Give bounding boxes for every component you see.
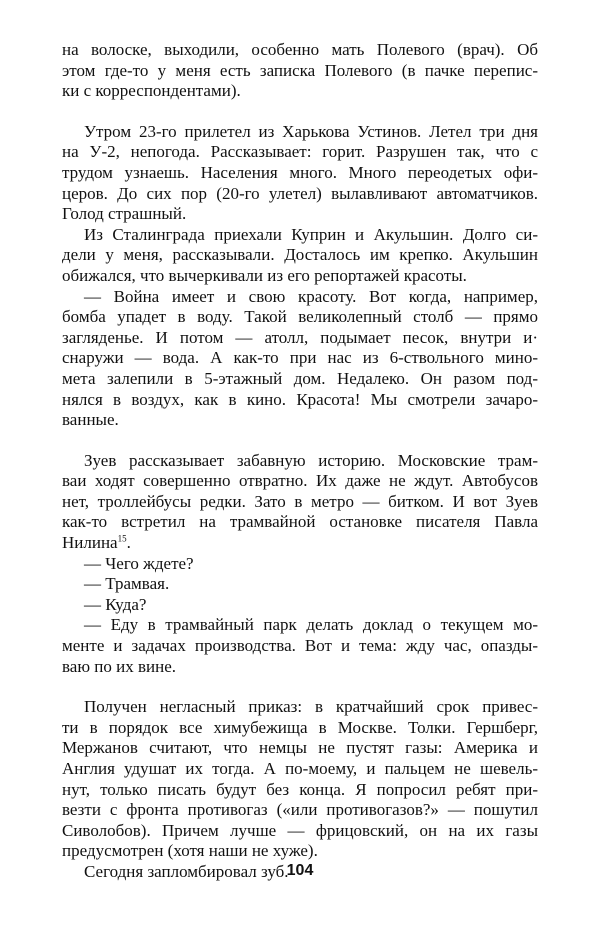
text-line: везти с фронта противогаз («или противогазов?» — пошутил: [62, 800, 538, 820]
paragraph-7: [62, 697, 538, 862]
text-line: загляденье. И потом — атолл, подымает песок, внутри и·: [62, 327, 538, 347]
paragraph-5: [62, 451, 538, 554]
text-line: — Куда?: [84, 594, 147, 614]
text-line: нут, только писать будут без конца. Я попросил ребят при-: [62, 779, 538, 799]
dialogue-line-3: [62, 595, 538, 616]
text-line: мета залепили в 5-этажный дом. Недалеко. Он разом под-: [62, 368, 538, 388]
text-line: ваи ходят совершенно отвратно. Их даже не ждут. Автобусов: [62, 471, 538, 491]
text-line: Сегодня запломбировал зуб.: [84, 861, 289, 881]
text-line: [62, 533, 538, 554]
paragraph-2: [62, 122, 538, 225]
text-line: — Война имеет и свою красоту. Вот когда, например,: [84, 286, 538, 306]
footnote-marker: 15: [117, 533, 127, 544]
text-fragment: Нилина: [62, 533, 118, 553]
text-line: Англия удушат их тогда. А по-моему, и пальцем не шевель-: [62, 759, 538, 778]
text-line: — Чего ждете?: [84, 553, 194, 573]
page-number: 104: [286, 862, 314, 879]
text-line: нет, троллейбусы редки. Зато в метро — битком. И вот Зуев: [62, 491, 538, 511]
text-line: Сиволобов). Причем лучше — фрицовский, он на их газы: [62, 820, 538, 840]
text-line: Мержанов считают, что немцы не пустят газы: Америка и: [62, 738, 538, 758]
text-line: этом где-то у меня есть записка Полевого (в пачке перепис-: [62, 60, 538, 80]
text-line: бомба упадет в воду. Такой великолепный столб — прямо: [62, 307, 538, 327]
text-line: ваю по их вине.: [62, 656, 177, 676]
text-line: Голод страшный.: [62, 204, 187, 224]
paragraph-4: [62, 287, 538, 431]
text-line: как-то встретил на трамвайной остановке писателя Павла: [62, 512, 538, 532]
text-line: ки с корреспондентами).: [62, 81, 241, 101]
page-text: [62, 40, 538, 883]
text-line: на волоске, выходили, особенно мать Полевого (врач). Об: [62, 40, 538, 59]
text-line: ти в порядок все химубежища в Москве. Толки. Гершберг,: [62, 717, 538, 737]
text-line: Утром 23-го прилетел из Харькова Устинов. Летел три дня: [84, 121, 538, 141]
text-line: дели у меня, рассказывали. Досталось им крепко. Акульшин: [62, 245, 538, 265]
text-line: трудом узнаешь. Населения много. Много переодетых офи-: [62, 162, 538, 182]
text-line: — Трамвая.: [84, 574, 170, 594]
text-line: менте и задачах производства. Вот и тема: жду час, опазды-: [62, 636, 538, 656]
text-line: Получен негласный приказ: в кратчайший срок привес-: [84, 697, 538, 717]
text-fragment: .: [126, 533, 131, 553]
text-line: предусмотрен (хотя наши не хуже).: [62, 841, 318, 861]
paragraph-1: [62, 40, 538, 102]
paragraph-3: [62, 225, 538, 287]
text-line: нялся в воздух, как в кино. Красота! Мы смотрели зачаро-: [62, 389, 538, 409]
text-line: церов. До сих пор (20-го улетел) вылавливают автоматчиков.: [62, 183, 538, 203]
text-line: обижался, что вычеркивали из его репортажей красоты.: [62, 265, 467, 285]
text-line: снаружи — вода. А как-то при нас из 6-ствольного мино-: [62, 348, 538, 368]
dialogue-line-2: [62, 574, 538, 595]
text-line: Зуев рассказывает забавную историю. Московские трам-: [84, 450, 538, 470]
text-line: — Еду в трамвайный парк делать доклад о текущем мо-: [84, 615, 538, 635]
text-line: на У-2, непогода. Рассказывает: горит. Разрушен так, что с: [62, 142, 538, 162]
text-line: Из Сталинграда приехали Куприн и Акульшин. Долго си-: [84, 224, 538, 244]
paragraph-6: [62, 615, 538, 677]
dialogue-line-1: [62, 554, 538, 575]
text-line: ванные.: [62, 410, 119, 430]
